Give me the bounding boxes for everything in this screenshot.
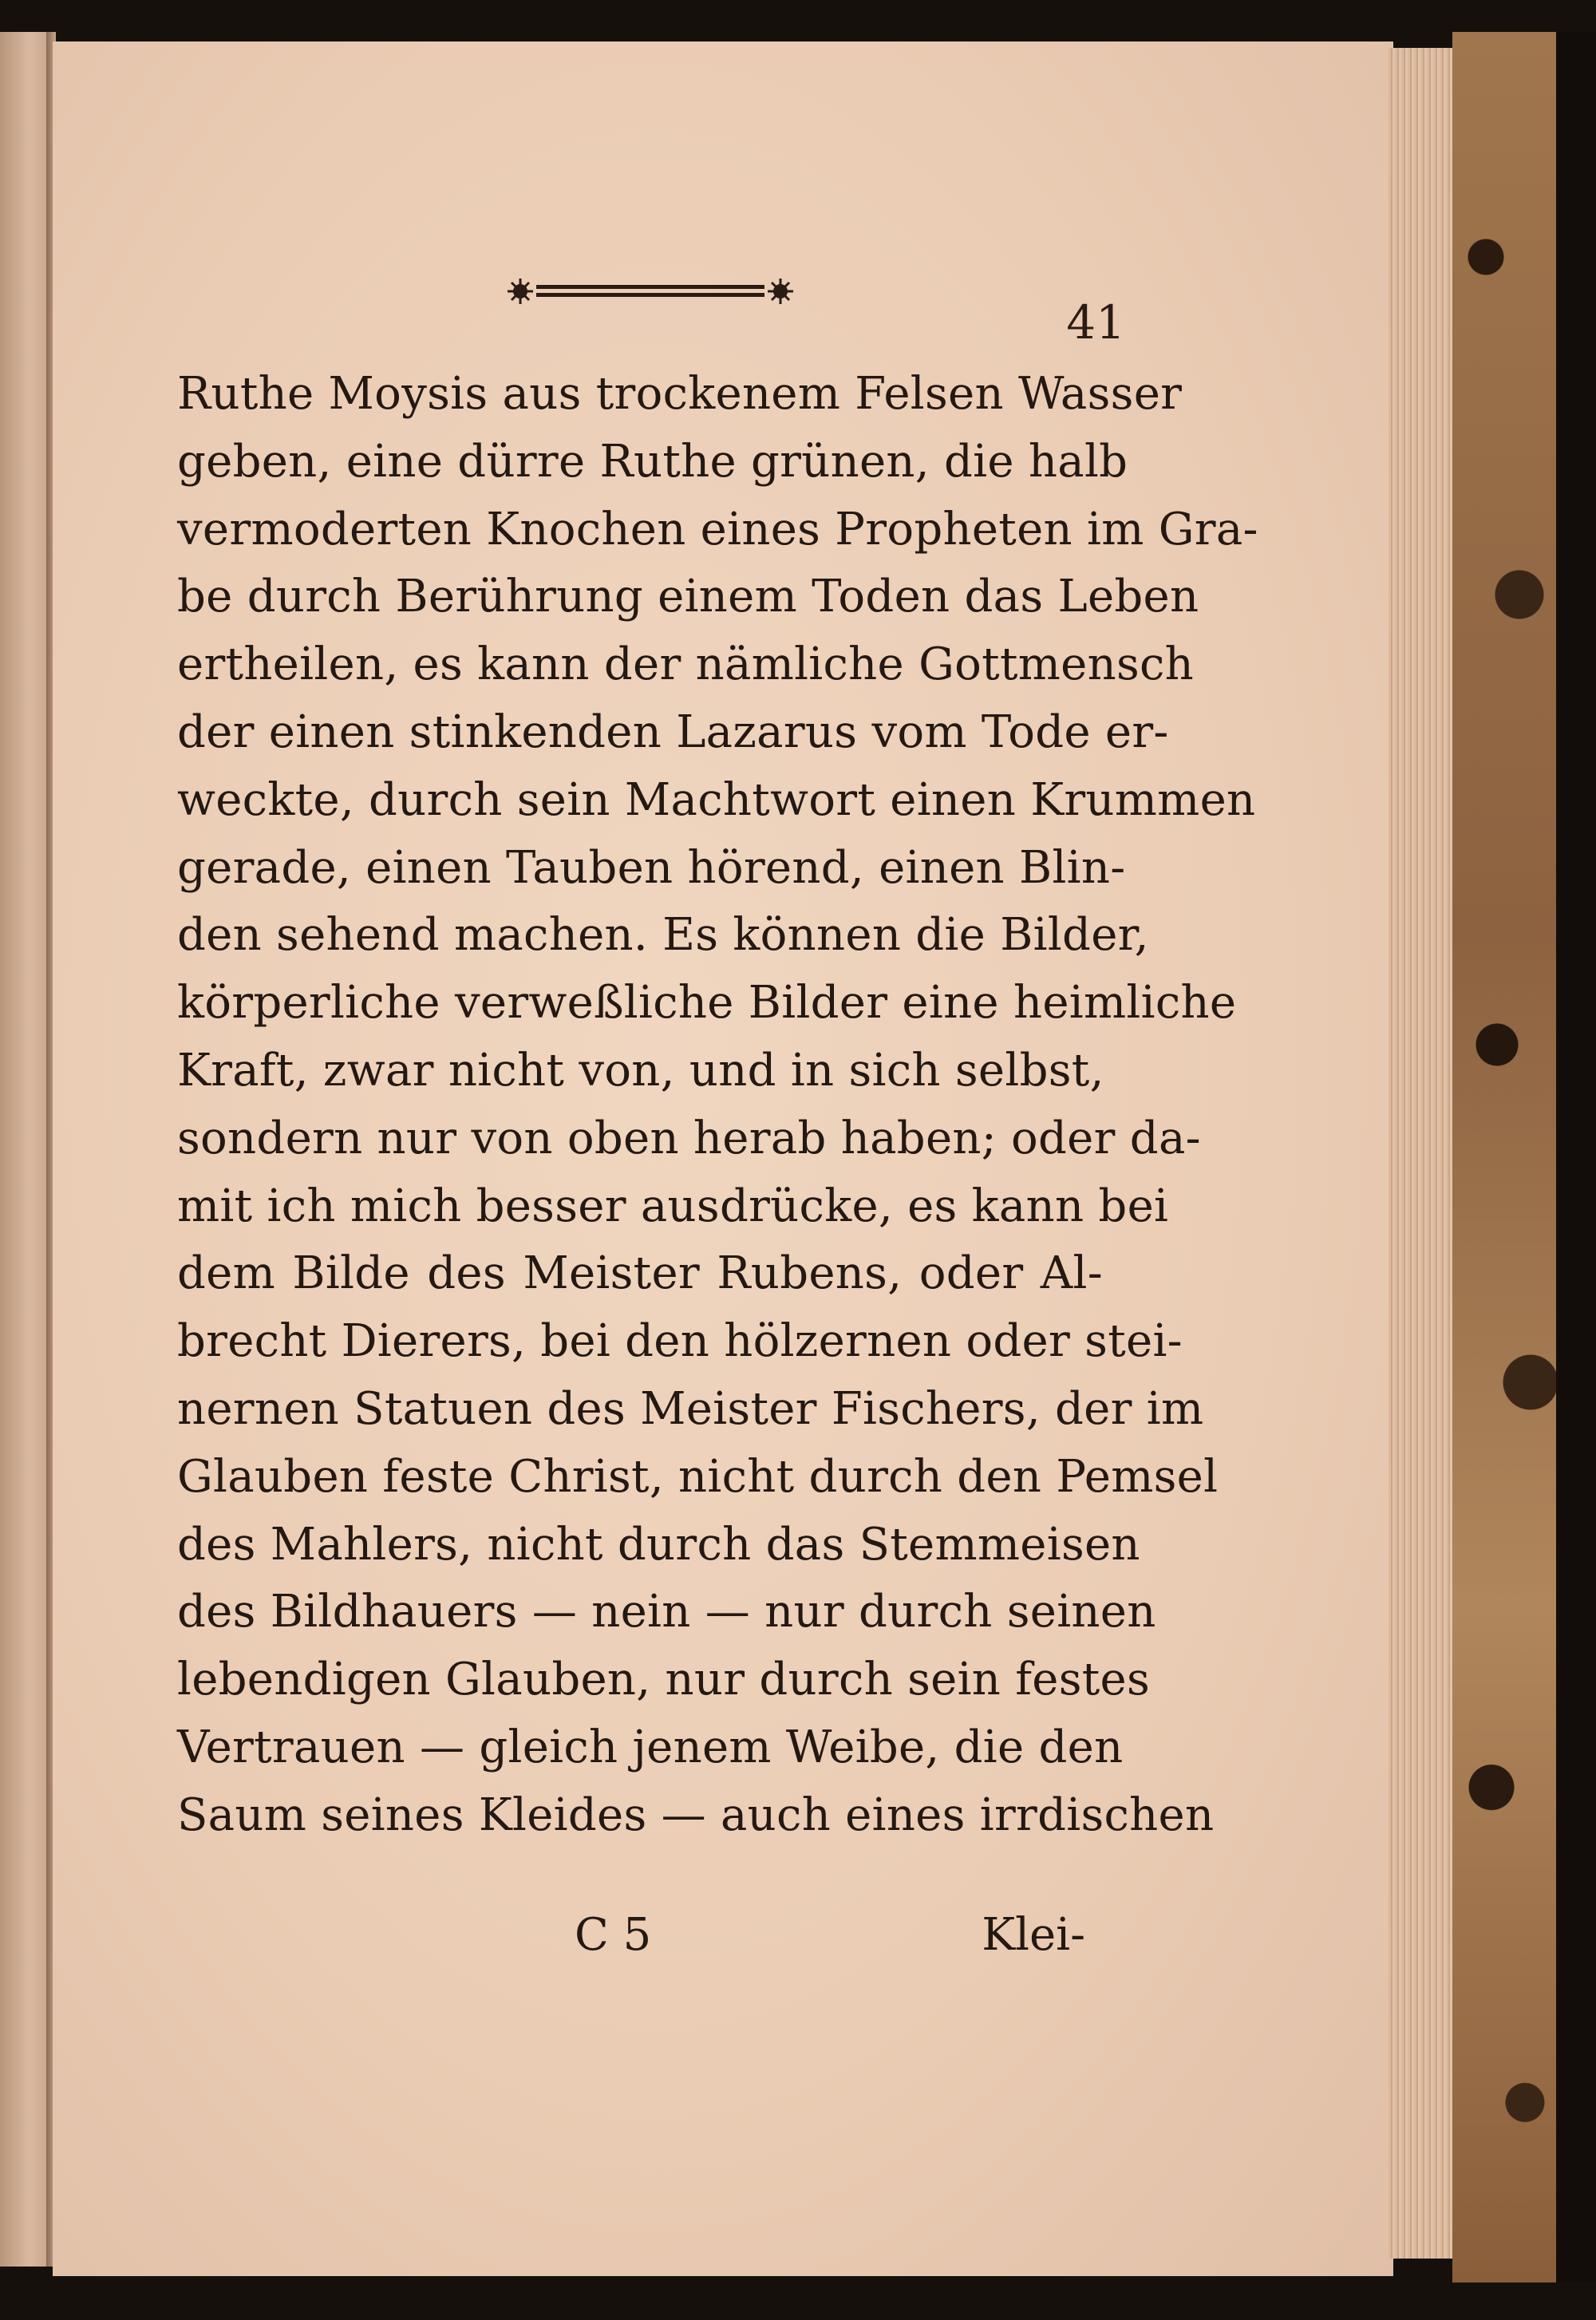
body-text bbox=[177, 361, 1258, 1850]
text-line: Vertrauen — gleich jenem Weibe, die den bbox=[177, 1721, 1124, 1773]
header-ornament-icon bbox=[503, 275, 798, 307]
text-line: sondern nur von oben herab haben; oder da- bbox=[177, 1112, 1201, 1164]
text-line: vermoderten Knochen eines Propheten im Gra- bbox=[177, 503, 1258, 555]
marbled-cover bbox=[1452, 32, 1564, 2282]
text-line: be durch Berührung einem Toden das Leben bbox=[177, 571, 1199, 623]
cover-shadow bbox=[1556, 32, 1596, 2282]
text-line: nernen Statuen des Meister Fischers, der im bbox=[177, 1382, 1204, 1435]
text-line: weckte, durch sein Machtwort einen Krummen bbox=[177, 773, 1256, 826]
text-line: den sehend machen. Es können die Bilder, bbox=[177, 909, 1149, 962]
text-line: lebendigen Glauben, nur durch sein festes bbox=[177, 1654, 1151, 1706]
page-footer bbox=[176, 1909, 1101, 1973]
page-edges bbox=[1389, 48, 1452, 2259]
page-number: 41 bbox=[1066, 295, 1125, 350]
text-line: gerade, einen Tauben hörend, einen Blin- bbox=[177, 841, 1126, 894]
text-line: mit ich mich besser ausdrücke, es kann bei bbox=[177, 1180, 1169, 1232]
text-line: des Bildhauers — nein — nur durch seinen bbox=[177, 1586, 1156, 1638]
facing-page-edge bbox=[0, 32, 49, 2267]
text-line: geben, eine dürre Ruthe grünen, die halb bbox=[177, 435, 1128, 488]
text-line: des Mahlers, nicht durch das Stemmeisen bbox=[177, 1518, 1140, 1571]
catchword: Klei- bbox=[982, 1909, 1085, 1961]
text-line: ertheilen, es kann der nämliche Gottmensch bbox=[177, 638, 1195, 691]
text-line: Glauben feste Christ, nicht durch den Pemsel bbox=[177, 1450, 1219, 1503]
signature-mark: C 5 bbox=[575, 1909, 652, 1961]
text-line: dem Bilde des Meister Rubens, oder Al- bbox=[177, 1247, 1103, 1300]
text-line: körperliche verweßliche Bilder eine heimliche bbox=[177, 977, 1237, 1030]
text-line: Saum seines Kleides — auch eines irrdischen bbox=[177, 1788, 1215, 1841]
text-line: Kraft, zwar nicht von, und in sich selbst, bbox=[177, 1044, 1104, 1097]
text-line: Ruthe Moysis aus trockenem Felsen Wasser bbox=[177, 368, 1183, 420]
text-line: der einen stinkenden Lazarus vom Tode er- bbox=[177, 705, 1169, 758]
text-line: brecht Dierers, bei den hölzernen oder stei- bbox=[177, 1315, 1183, 1368]
